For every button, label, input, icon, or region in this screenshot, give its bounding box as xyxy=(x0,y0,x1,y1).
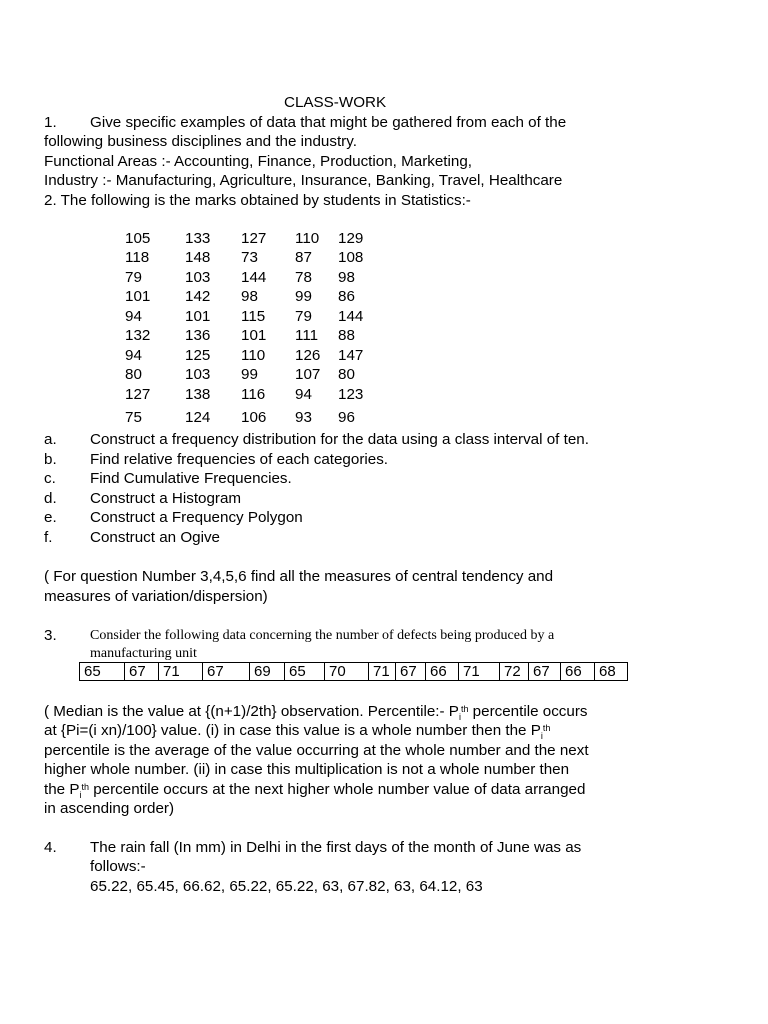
mark-value: 126 xyxy=(295,347,321,364)
mark-value: 138 xyxy=(185,386,211,403)
mark-value: 118 xyxy=(125,249,150,266)
mark-value: 101 xyxy=(185,308,211,325)
defect-value: 67 xyxy=(396,663,426,681)
q4-line1: The rain fall (In mm) in Delhi in the first days of the month of June was as xyxy=(90,839,582,856)
mark-value: 96 xyxy=(338,409,355,426)
task-text: Construct an Ogive xyxy=(90,529,220,546)
mark-value: 79 xyxy=(295,308,312,325)
median-note-line3: percentile is the average of the value occurring at the whole number and the next xyxy=(44,742,589,759)
q1-line2: following business disciplines and the industry. xyxy=(44,133,357,150)
mark-value: 98 xyxy=(338,269,355,286)
q1-functional-areas: Functional Areas :- Accounting, Finance, Production, Marketing, xyxy=(44,153,473,170)
mark-value: 101 xyxy=(125,288,151,305)
mark-value: 86 xyxy=(338,288,355,305)
mark-value: 116 xyxy=(241,386,266,403)
task-letter: d. xyxy=(44,490,57,507)
mark-value: 133 xyxy=(185,230,211,247)
median-note-line5: the $P_i^{th}$ percentile occurs at the next higher whole number value of data arranged xyxy=(44,781,586,801)
mark-value: 79 xyxy=(125,269,142,286)
defect-value: 67 xyxy=(203,663,250,681)
mark-value: 94 xyxy=(125,308,142,325)
mark-value: 110 xyxy=(295,230,320,247)
task-letter: e. xyxy=(44,509,57,526)
defect-value: 67 xyxy=(529,663,561,681)
note-line1: ( For question Number 3,4,5,6 find all the measures of central tendency and xyxy=(44,568,554,585)
defect-value: 71 xyxy=(459,663,500,681)
mark-value: 127 xyxy=(241,230,267,247)
mark-value: 94 xyxy=(295,386,312,403)
mark-value: 105 xyxy=(125,230,151,247)
mark-value: 88 xyxy=(338,327,355,344)
task-letter: a. xyxy=(44,431,57,448)
mark-value: 123 xyxy=(338,386,364,403)
note-line2: measures of variation/dispersion) xyxy=(44,588,268,605)
task-text: Construct a Histogram xyxy=(90,490,242,507)
mark-value: 73 xyxy=(241,249,258,266)
mark-value: 103 xyxy=(185,366,211,383)
mark-value: 80 xyxy=(125,366,142,383)
q1-number: 1. xyxy=(44,114,57,131)
q1-line1: Give specific examples of data that might be gathered from each of the xyxy=(90,114,567,131)
mark-value: 103 xyxy=(185,269,211,286)
q1-industry: Industry :- Manufacturing, Agriculture, Insurance, Banking, Travel, Healthcare xyxy=(44,172,563,189)
defect-value: 71 xyxy=(159,663,203,681)
mark-value: 147 xyxy=(338,347,364,364)
defect-value: 67 xyxy=(125,663,159,681)
mark-value: 132 xyxy=(125,327,151,344)
task-text: Construct a frequency distribution for the data using a class interval of ten. xyxy=(90,431,589,448)
q4-line2: follows:- xyxy=(90,858,146,875)
mark-value: 93 xyxy=(295,409,312,426)
q4-line3: 65.22, 65.45, 66.62, 65.22, 65.22, 63, 67.82, 63, 64.12, 63 xyxy=(90,878,483,895)
mark-value: 127 xyxy=(125,386,151,403)
task-text: Construct a Frequency Polygon xyxy=(90,509,303,526)
defect-value: 72 xyxy=(500,663,529,681)
mark-value: 129 xyxy=(338,230,364,247)
q2-intro: 2. The following is the marks obtained by students in Statistics:- xyxy=(44,192,471,209)
mark-value: 136 xyxy=(185,327,211,344)
defect-value: 71 xyxy=(369,663,396,681)
q3-line2: manufacturing unit xyxy=(90,646,197,661)
q3-line1: Consider the following data concerning the number of defects being produced by a xyxy=(90,628,555,643)
task-letter: f. xyxy=(44,529,53,546)
mark-value: 78 xyxy=(295,269,312,286)
mark-value: 144 xyxy=(241,269,267,286)
mark-value: 99 xyxy=(241,366,258,383)
median-note-line6: in ascending order) xyxy=(44,800,175,817)
mark-value: 144 xyxy=(338,308,364,325)
defect-value: 65 xyxy=(285,663,325,681)
defect-value: 66 xyxy=(426,663,459,681)
mark-value: 107 xyxy=(295,366,321,383)
defect-value: 68 xyxy=(595,663,628,681)
mark-value: 106 xyxy=(241,409,267,426)
defect-value: 66 xyxy=(561,663,595,681)
mark-value: 125 xyxy=(185,347,211,364)
defect-value: 70 xyxy=(325,663,369,681)
mark-value: 108 xyxy=(338,249,364,266)
mark-value: 110 xyxy=(241,347,266,364)
defects-table xyxy=(79,662,628,681)
mark-value: 124 xyxy=(185,409,211,426)
mark-value: 98 xyxy=(241,288,258,305)
q4-number: 4. xyxy=(44,839,57,856)
task-text: Find Cumulative Frequencies. xyxy=(90,470,292,487)
page-title: CLASS-WORK xyxy=(284,94,387,111)
mark-value: 87 xyxy=(295,249,312,266)
mark-value: 142 xyxy=(185,288,211,305)
mark-value: 99 xyxy=(295,288,312,305)
table-row xyxy=(80,663,628,681)
median-note-line2: at {Pi=(i xn)/100} value. (i) in case this value is a whole number then the $P_i^{th}$ xyxy=(44,722,551,742)
q3-number: 3. xyxy=(44,627,57,644)
mark-value: 75 xyxy=(125,409,142,426)
mark-value: 101 xyxy=(241,327,267,344)
defect-value: 69 xyxy=(250,663,285,681)
median-note-line4: higher whole number. (ii) in case this multiplication is not a whole number then xyxy=(44,761,570,778)
median-note-line1: ( Median is the value at {(n+1)/2th} observation. Percentile:- $P_i^{th}$ percentile occurs xyxy=(44,703,588,723)
defect-value: 65 xyxy=(80,663,125,681)
mark-value: 115 xyxy=(241,308,266,325)
mark-value: 80 xyxy=(338,366,355,383)
mark-value: 148 xyxy=(185,249,211,266)
mark-value: 111 xyxy=(295,327,319,344)
task-text: Find relative frequencies of each categories. xyxy=(90,451,389,468)
task-letter: c. xyxy=(44,470,56,487)
task-letter: b. xyxy=(44,451,57,468)
mark-value: 94 xyxy=(125,347,142,364)
